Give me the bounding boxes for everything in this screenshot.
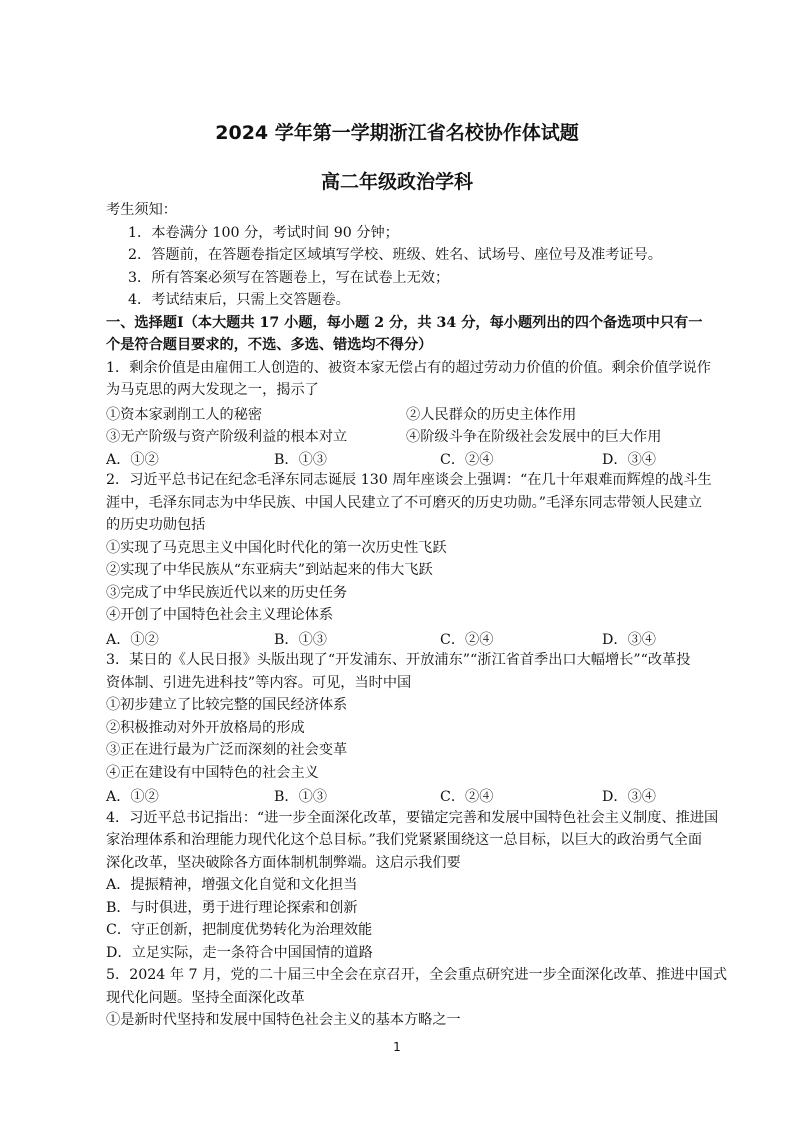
q4-stem: 4．习近平总书记指出：“进一步全面深化改革，要锚定完善和发展中国特色社会主义制度、推进国: [106, 810, 719, 826]
q2-statement-2: ②实现了中华民族从“东亚病夫”到站起来的伟大飞跃: [106, 562, 433, 578]
q3-statement-4: ④正在建设有中国特色的社会主义: [106, 765, 319, 781]
section-heading-cont: 个是符合题目要求的，不选、多选、错选均不得分）: [106, 337, 433, 353]
q2-statement-1: ①实现了马克思主义中国化时代化的第一次历史性飞跃: [106, 540, 447, 556]
section-heading: 一、选择题Ⅰ（本大题共 17 小题，每小题 2 分，共 34 分，每小题列出的四个备选项中只有一: [106, 315, 703, 331]
q3-choices: [106, 786, 756, 805]
q1-choice-d: D．③④: [602, 452, 656, 468]
q2-choices: [106, 629, 756, 648]
q2-stem: 2．习近平总书记在纪念毛泽东同志诞辰 130 周年座谈会上强调：“在几十年艰难而辉煌的战斗生: [106, 472, 712, 488]
q3-statement-2: ②积极推动对外开放格局的形成: [106, 720, 305, 736]
q2-stem-cont: 涯中，毛泽东同志为中华民族、中国人民建立了不可磨灭的历史功勋。”毛泽东同志带领人民建立: [106, 495, 703, 511]
notice-item: 3．所有答案必须写在答题卷上，写在试卷上无效；: [128, 270, 450, 286]
q5-stem-cont: 现代化问题。坚持全面深化改革: [106, 990, 305, 1006]
q2-statement-4: ④开创了中国特色社会主义理论体系: [106, 607, 334, 623]
exam-title: 2024 学年第一学期浙江省名校协作体试题: [215, 122, 579, 144]
q2-choice-a: A．①②: [106, 632, 159, 648]
q1-statement-2: ②人民群众的历史主体作用: [406, 407, 577, 423]
q2-statement-3: ③完成了中华民族近代以来的历史任务: [106, 585, 348, 601]
q4-stem-cont: 家治理体系和治理能力现代化这个总目标。”我们党紧紧围绕这一总目标，以巨大的政治勇气全面: [106, 832, 703, 848]
q3-choice-d: D．③④: [602, 789, 656, 805]
q1-choice-a: A．①②: [106, 452, 159, 468]
q1-statement-4: ④阶级斗争在阶级社会发展中的巨大作用: [406, 429, 662, 445]
notice-item: 2．答题前，在答题卷指定区域填写学校、班级、姓名、试场号、座位号及准考证号。: [128, 247, 662, 263]
page-number: 1: [393, 1040, 401, 1054]
q3-choice-a: A．①②: [106, 789, 159, 805]
notice-item: 4．考试结束后，只需上交答题卷。: [128, 292, 350, 308]
q4-choice-a: A．提振精神，增强文化自觉和文化担当: [106, 877, 358, 893]
q1-choice-b: B．①③: [274, 452, 327, 468]
q1-statement-3: ③无产阶级与资产阶级利益的根本对立: [106, 429, 348, 445]
exam-subtitle: 高二年级政治学科: [320, 171, 473, 193]
q1-choices: [106, 449, 756, 468]
q2-choice-d: D．③④: [602, 632, 656, 648]
q5-stem: 5．2024 年 7 月，党的二十届三中全会在京召开，全会重点研究进一步全面深化改革、推进中国式: [106, 967, 728, 983]
q2-stem-cont: 的历史功勋包括: [106, 517, 206, 533]
q4-stem-cont: 深化改革，坚决破除各方面体制机制弊端。这启示我们要: [106, 855, 461, 871]
q1-stem: 1．剩余价值是由雇佣工人创造的、被资本家无偿占有的超过劳动力价值的价值。剩余价值学说作: [106, 360, 711, 376]
q2-choice-c: C．②④: [440, 632, 494, 648]
q4-choice-d: D．立足实际，走一条符合中国国情的道路: [106, 945, 373, 961]
q3-choice-c: C．②④: [440, 789, 494, 805]
notice-heading: 考生须知：: [106, 202, 177, 218]
q1-stem-cont: 为马克思的两大发现之一，揭示了: [106, 382, 319, 398]
q3-statement-3: ③正在进行最为广泛而深刻的社会变革: [106, 742, 348, 758]
q3-statement-1: ①初步建立了比较完整的国民经济体系: [106, 697, 348, 713]
q4-choice-c: C．守正创新，把制度优势转化为治理效能: [106, 922, 373, 938]
q3-stem: 3．某日的《人民日报》头版出现了“开发浦东、开放浦东”“浙江省首季出口大幅增长”“改革投: [106, 652, 691, 668]
q4-choice-b: B．与时俱进，勇于进行理论探索和创新: [106, 900, 358, 916]
q1-statement-1: ①资本家剥削工人的秘密: [106, 407, 263, 423]
q1-choice-c: C．②④: [440, 452, 494, 468]
q5-statement-1: ①是新时代坚持和发展中国特色社会主义的基本方略之一: [106, 1012, 461, 1028]
notice-item: 1．本卷满分 100 分，考试时间 90 分钟；: [128, 225, 399, 241]
q3-choice-b: B．①③: [274, 789, 327, 805]
q3-stem-cont: 资体制、引进先进科技”等内容。可见，当时中国: [106, 675, 412, 691]
q2-choice-b: B．①③: [274, 632, 327, 648]
